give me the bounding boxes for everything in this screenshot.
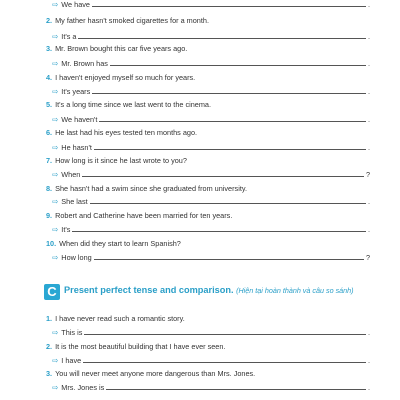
item-number: 1.	[46, 314, 53, 323]
answer-lead: It's a	[61, 32, 77, 41]
item-prompt: Mr. Brown bought this car five years ago.	[55, 44, 188, 53]
answer-lead: We have	[61, 0, 90, 9]
exercise-item	[46, 100, 211, 109]
answer-lead: When	[61, 170, 81, 179]
arrow-icon: ⇨	[52, 32, 59, 41]
answer-end: .	[367, 356, 370, 365]
answer-lead: We haven't	[61, 115, 98, 124]
answer-line	[52, 356, 370, 365]
arrow-icon: ⇨	[52, 253, 59, 262]
item-prompt: It is the most beautiful building that I have ever seen.	[55, 342, 226, 351]
blank-line	[82, 176, 364, 177]
answer-line	[52, 197, 370, 206]
answer-end: .	[367, 328, 370, 337]
item-number: 4.	[46, 73, 53, 82]
blank-line	[90, 203, 366, 204]
answer-line	[52, 253, 370, 262]
blank-line	[84, 334, 366, 335]
exercise-item	[46, 342, 225, 351]
blank-line	[110, 65, 366, 66]
answer-end: .	[367, 59, 370, 68]
arrow-icon: ⇨	[52, 143, 59, 152]
item-number: 5.	[46, 100, 53, 109]
answer-lead: It's	[61, 225, 71, 234]
answer-end: .	[367, 0, 370, 9]
section-title-sub: (Hiện tại hoàn thành và câu so sánh)	[236, 286, 354, 295]
answer-line	[52, 170, 370, 179]
blank-line	[94, 259, 364, 260]
answer-line	[52, 87, 370, 96]
arrow-icon: ⇨	[52, 170, 59, 179]
exercise-item	[46, 16, 209, 25]
answer-end: .	[367, 225, 370, 234]
answer-lead: Mrs. Jones is	[61, 383, 105, 392]
answer-end: .	[367, 32, 370, 41]
item-number: 8.	[46, 184, 53, 193]
arrow-icon: ⇨	[52, 87, 59, 96]
exercise-item	[46, 73, 195, 82]
exercise-item	[46, 156, 187, 165]
exercise-item	[46, 184, 247, 193]
blank-line	[72, 231, 366, 232]
blank-line	[106, 389, 366, 390]
answer-end: ?	[365, 253, 370, 262]
section-title	[64, 285, 374, 296]
exercise-item	[46, 239, 181, 248]
item-prompt: It's a long time since we last went to the cinema.	[55, 100, 212, 109]
answer-line	[52, 32, 370, 41]
item-number: 10.	[46, 239, 57, 248]
arrow-icon: ⇨	[52, 0, 59, 9]
answer-line	[52, 115, 370, 124]
blank-line	[78, 38, 365, 39]
answer-end: .	[367, 383, 370, 392]
blank-line	[94, 149, 366, 150]
exercise-item	[46, 211, 232, 220]
arrow-icon: ⇨	[52, 197, 59, 206]
answer-lead: This is	[61, 328, 83, 337]
section-title-main: Present perfect tense and comparison.	[64, 285, 234, 295]
answer-lead: He hasn't	[61, 143, 92, 152]
item-number: 2.	[46, 342, 53, 351]
arrow-icon: ⇨	[52, 328, 59, 337]
item-number: 3.	[46, 369, 53, 378]
blank-line	[83, 362, 366, 363]
item-prompt: Robert and Catherine have been married for ten years.	[55, 211, 233, 220]
answer-line	[52, 59, 370, 68]
item-prompt: My father hasn't smoked cigarettes for a month.	[55, 16, 209, 25]
answer-end: .	[367, 87, 370, 96]
answer-end: .	[367, 143, 370, 152]
answer-line	[52, 0, 370, 9]
item-number: 7.	[46, 156, 53, 165]
item-number: 6.	[46, 128, 53, 137]
exercise-item	[46, 44, 187, 53]
answer-line	[52, 225, 370, 234]
item-prompt: I haven't enjoyed myself so much for years.	[55, 73, 196, 82]
exercise-item	[46, 128, 197, 137]
arrow-icon: ⇨	[52, 115, 59, 124]
blank-line	[92, 6, 366, 7]
answer-end: .	[367, 115, 370, 124]
exercise-item	[46, 369, 255, 378]
item-number: 9.	[46, 211, 53, 220]
section-badge: C	[44, 284, 60, 300]
arrow-icon: ⇨	[52, 225, 59, 234]
answer-lead: I have	[61, 356, 82, 365]
arrow-icon: ⇨	[52, 356, 59, 365]
item-number: 3.	[46, 44, 53, 53]
blank-line	[92, 93, 366, 94]
item-prompt: How long is it since he last wrote to you?	[55, 156, 187, 165]
item-prompt: He last had his eyes tested ten months ago.	[55, 128, 198, 137]
answer-lead: She last	[61, 197, 88, 206]
answer-line	[52, 383, 370, 392]
item-prompt: When did they start to learn Spanish?	[59, 239, 181, 248]
answer-end: .	[367, 197, 370, 206]
answer-lead: How long	[61, 253, 92, 262]
answer-lead: Mr. Brown has	[61, 59, 108, 68]
item-prompt: I have never read such a romantic story.	[55, 314, 185, 323]
answer-line	[52, 328, 370, 337]
answer-end: ?	[365, 170, 370, 179]
arrow-icon: ⇨	[52, 383, 59, 392]
answer-line	[52, 143, 370, 152]
item-prompt: She hasn't had a swim since she graduated from university.	[55, 184, 247, 193]
item-prompt: You will never meet anyone more dangerous than Mrs. Jones.	[55, 369, 256, 378]
answer-lead: It's years	[61, 87, 91, 96]
exercise-item	[46, 314, 185, 323]
item-number: 2.	[46, 16, 53, 25]
blank-line	[99, 121, 366, 122]
arrow-icon: ⇨	[52, 59, 59, 68]
